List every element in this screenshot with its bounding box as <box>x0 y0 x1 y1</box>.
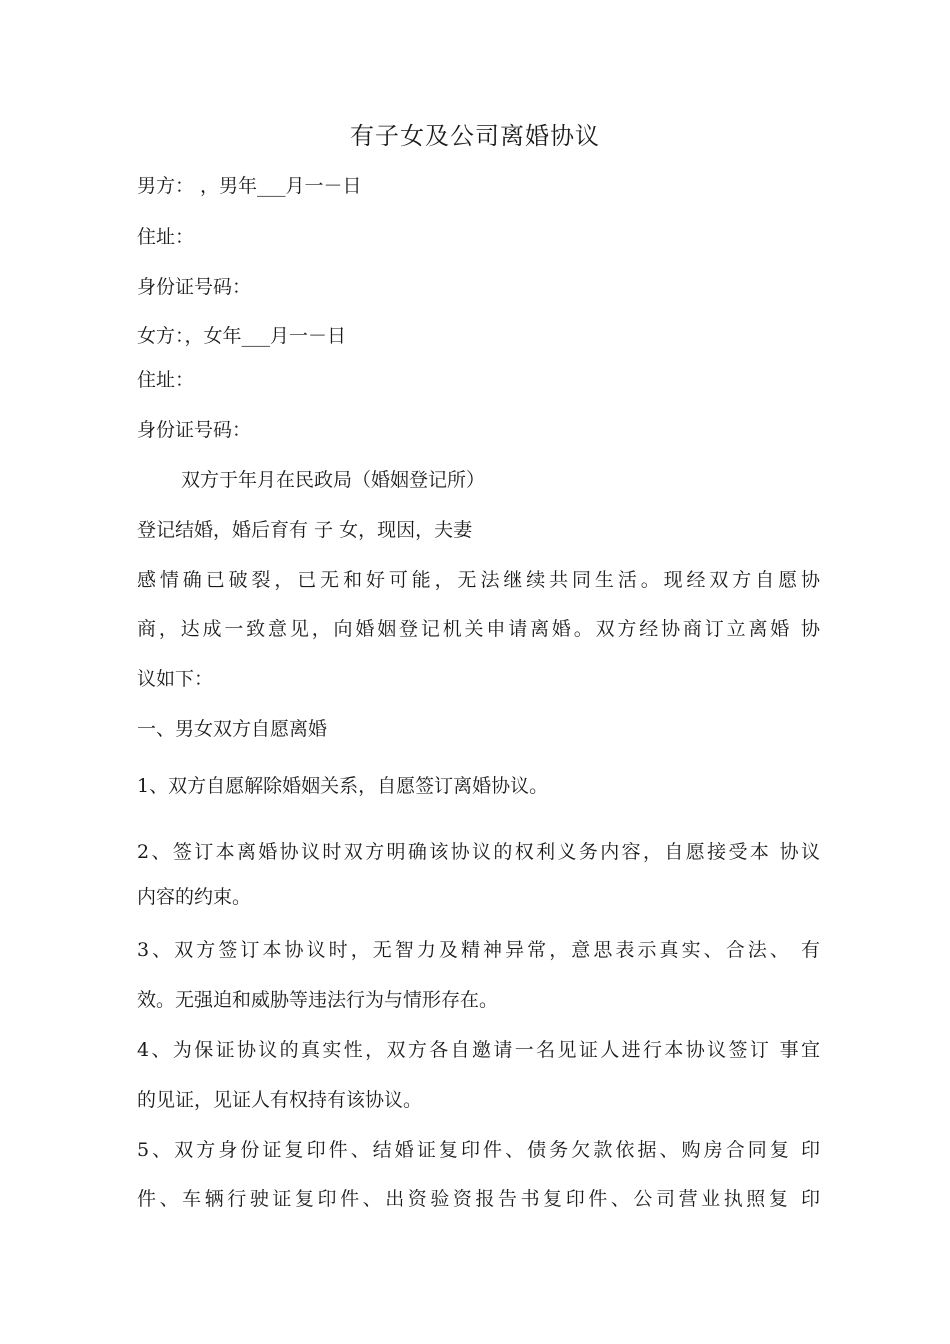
clause-5-line-1: 5、双方身份证复印件、结婚证复印件、债务欠款依据、购房合同复 印 <box>137 1139 820 1161</box>
clause-1-line-1: 1、双方自愿解除婚姻关系，自愿签订离婚协议。 <box>137 775 549 797</box>
clause-5-line-2: 件、车辆行驶证复印件、出资验资报告书复印件、公司营业执照复 印 <box>137 1188 820 1210</box>
intro-line-3: 感情确已破裂，已无和好可能，无法继续共同生活。现经双方自愿协 <box>137 569 820 591</box>
clause-2-line-1: 2、签订本离婚协议时双方明确该协议的权利义务内容，自愿接受本 协议 <box>137 841 820 863</box>
document-title: 有子女及公司离婚协议 <box>350 122 600 150</box>
intro-line-4: 商，达成一致意见，向婚姻登记机关申请离婚。双方经协商订立离婚 协 <box>137 618 820 640</box>
male-party-line: 男方： ，男年___月一－日 <box>137 175 362 197</box>
male-id-line: 身份证号码： <box>137 276 252 298</box>
intro-line-5: 议如下： <box>137 668 214 690</box>
clause-2-line-2: 内容的约束。 <box>137 886 252 908</box>
male-address-line: 住址： <box>137 226 195 248</box>
female-party-line: 女方：，女年___月一－日 <box>137 325 347 347</box>
female-id-line: 身份证号码： <box>137 419 252 441</box>
clause-3-line-2: 效。无强迫和威胁等违法行为与情形存在。 <box>137 989 499 1011</box>
clause-4-line-1: 4、为保证协议的真实性，双方各自邀请一名见证人进行本协议签订 事宜 <box>137 1039 820 1061</box>
clause-4-line-2: 的见证，见证人有权持有该协议。 <box>137 1089 423 1111</box>
intro-line-2: 登记结婚，婚后育有 子 女，现因，夫妻 <box>137 519 473 541</box>
female-address-line: 住址： <box>137 369 195 391</box>
clause-3-line-1: 3、双方签订本协议时，无智力及精神异常，意思表示真实、合法、 有 <box>137 939 820 961</box>
section-heading: 一、男女双方自愿离婚 <box>137 718 328 740</box>
intro-line-1: 双方于年月在民政局（婚姻登记所） <box>181 469 486 491</box>
